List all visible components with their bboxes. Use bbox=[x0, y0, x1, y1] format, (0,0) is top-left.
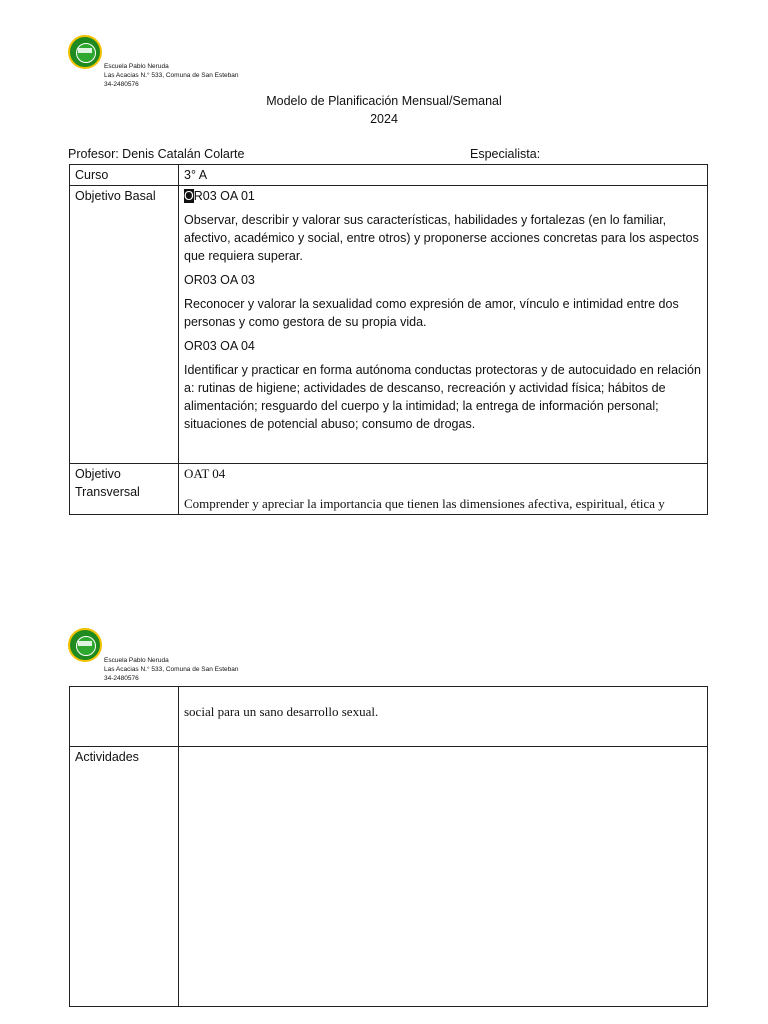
school-phone: 34-2480576 bbox=[104, 675, 139, 682]
planning-table bbox=[69, 164, 708, 515]
school-address: Las Acacias N.° 533, Comuna de San Esteban bbox=[104, 666, 239, 673]
oat-text-part2[interactable] bbox=[179, 687, 708, 747]
oa4-text: Identificar y practicar en forma autónoma conductas protectoras y de autocuidado en relación a: rutinas de higiene; actividades de descanso, recreación y actividad física; hábitos de alimentación; resguardo del cuerpo y la intimidad; la entrega de información personal; situaciones de potencial abuso; consumo de drogas. bbox=[184, 363, 701, 431]
oa1-code-text: R03 OA 01 bbox=[193, 189, 255, 203]
table-row bbox=[70, 687, 708, 747]
oa3-text: Reconocer y valorar la sexualidad como expresión de amor, vínculo e intimidad entre dos personas y como gestora de su propia vida. bbox=[184, 297, 679, 329]
school-crest-icon bbox=[68, 35, 102, 69]
school-name: Escuela Pablo Neruda bbox=[104, 63, 169, 70]
oa1-code bbox=[184, 187, 702, 205]
school-name: Escuela Pablo Neruda bbox=[104, 657, 169, 664]
crest-band bbox=[78, 48, 92, 53]
crest-inner bbox=[76, 43, 96, 63]
table-row bbox=[70, 747, 708, 1007]
crest-inner bbox=[76, 636, 96, 656]
objetivo-transversal-content[interactable] bbox=[179, 464, 708, 515]
school-info bbox=[104, 656, 239, 683]
table-row bbox=[70, 464, 708, 515]
school-info bbox=[104, 62, 239, 89]
profesor-label: Profesor: Denis Catalán Colarte bbox=[68, 147, 245, 161]
oat-text-part1: Comprender y apreciar la importancia que tienen las dimensiones afectiva, espiritual, ética y bbox=[184, 496, 665, 511]
especialista-label: Especialista: bbox=[470, 147, 541, 161]
school-address: Las Acacias N.° 533, Comuna de San Esteban bbox=[104, 72, 239, 79]
school-crest-icon bbox=[68, 628, 102, 662]
oa4-code: OR03 OA 04 bbox=[184, 339, 255, 353]
curso-label: Curso bbox=[70, 165, 179, 186]
actividades-label: Actividades bbox=[70, 747, 179, 1007]
empty-label-cell bbox=[70, 687, 179, 747]
oat-code: OAT 04 bbox=[184, 466, 226, 481]
school-phone: 34-2480576 bbox=[104, 81, 139, 88]
table-row bbox=[70, 165, 708, 186]
objetivo-basal-label: Objetivo Basal bbox=[70, 186, 179, 464]
actividades-content[interactable] bbox=[179, 747, 708, 1007]
objetivo-basal-content[interactable] bbox=[179, 186, 708, 464]
page-title: Modelo de Planificación Mensual/Semanal bbox=[266, 94, 502, 108]
oa1-text: Observar, describir y valorar sus características, habilidades y fortalezas (en lo familiar, afectivo, académico y social, entre otros) y proponerse acciones concretas para los aspectos que requiera superar. bbox=[184, 213, 699, 263]
objetivo-transversal-label: Objetivo Transversal bbox=[70, 464, 179, 515]
page-year: 2024 bbox=[370, 112, 398, 126]
oat-text-continuation: social para un sano desarrollo sexual. bbox=[184, 704, 379, 719]
planning-table-continued bbox=[69, 686, 708, 1007]
crest-band bbox=[78, 641, 92, 646]
curso-value[interactable]: 3° A bbox=[179, 165, 708, 186]
text-cursor: O bbox=[184, 189, 194, 203]
oa3-code: OR03 OA 03 bbox=[184, 273, 255, 287]
table-row bbox=[70, 186, 708, 464]
